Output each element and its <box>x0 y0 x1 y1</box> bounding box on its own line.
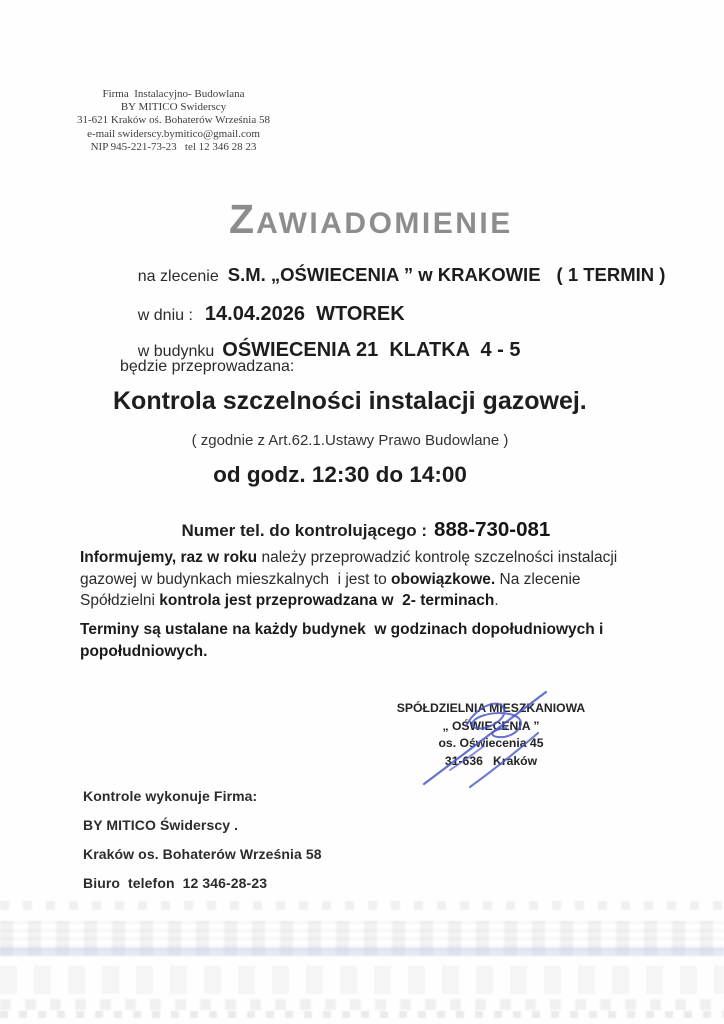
scan-artifact-band <box>0 921 724 956</box>
phone-label: Numer tel. do kontrolującego : <box>181 521 428 540</box>
text-line: os. Oświecenia 45 <box>438 736 544 751</box>
date-label: w dniu : <box>137 307 193 324</box>
text-segment: Informujemy, raz w roku <box>80 549 262 566</box>
text-line: BY MITICO Świderscy . <box>83 817 239 833</box>
text-line: BY MITICO Swiderscy <box>120 101 227 114</box>
company-letterhead <box>66 88 281 154</box>
text-line: e-mail swiderscy.bymitico@gmail.com <box>87 127 260 140</box>
text-line: Kraków os. Bohaterów Września 58 <box>83 846 322 862</box>
title-initial: Z <box>229 196 257 242</box>
legal-basis: ( zgodnie z Art.62.1.Ustawy Prawo Budowlane ) <box>191 432 509 449</box>
info-paragraph <box>80 547 650 612</box>
text-line: „ OŚWIECENIA ” <box>442 718 540 733</box>
scan-artifact-band <box>0 948 724 956</box>
text-segment: Na zlecenie Spółdzielni <box>80 570 585 609</box>
text-line: Firma Instalacyjno- Budowlana <box>102 88 245 100</box>
text-segment: kontrola jest przeprowadzana w 2- terminach <box>159 592 495 609</box>
text-line: SPÓŁDZIELNIA MIESZKANIOWA <box>396 701 586 715</box>
text-segment: . <box>494 592 499 609</box>
scan-artifact-band <box>0 966 724 994</box>
text-segment: należy przeprowadzić kontrolę szczelności instalacji gazowej w budynkach mieszkalnych i jest to <box>80 549 622 588</box>
phone-number: 888-730-081 <box>434 518 551 541</box>
terms-paragraph: Terminy są ustalane na każdy budynek w godzinach dopołudniowych i popołudniowych. <box>80 621 608 660</box>
client-name: S.M. „OŚWIECENIA ” w KRAKOWIE <box>227 264 541 285</box>
text-line: 31-636 Kraków <box>444 753 538 768</box>
text-line: 31-621 Kraków oś. Bohaterów Września 58 <box>76 114 271 127</box>
inspection-hours: od godz. 12:30 do 14:00 <box>213 462 467 487</box>
scan-artifact-band <box>0 901 724 910</box>
text-segment: obowiązkowe. <box>391 570 496 588</box>
text-line: NIP 945-221-73-23 tel 12 346 28 23 <box>90 140 257 153</box>
order-prefix: na zlecenie <box>137 268 219 285</box>
date-value: 14.04.2026 WTOREK <box>204 303 405 325</box>
title-rest: AWIADOMIENIE <box>256 207 513 240</box>
text-line: Kontrole wykonuje Firma: <box>83 788 258 804</box>
lead-in-line: będzie przeprowadzana: <box>120 358 295 375</box>
building-label: w budynku <box>137 343 215 360</box>
scan-artifact-band <box>0 1011 724 1018</box>
contractor-block <box>83 782 322 898</box>
building-value: OŚWIECENIA 21 KLATKA 4 - 5 <box>222 339 521 361</box>
term-number: ( 1 TERMIN ) <box>556 264 666 285</box>
cooperative-stamp-block <box>396 700 586 770</box>
inspection-subject: Kontrola szczelności instalacji gazowej. <box>113 387 587 415</box>
scan-artifact-band <box>0 999 724 1010</box>
text-line: Biuro telefon 12 346-28-23 <box>83 875 268 891</box>
